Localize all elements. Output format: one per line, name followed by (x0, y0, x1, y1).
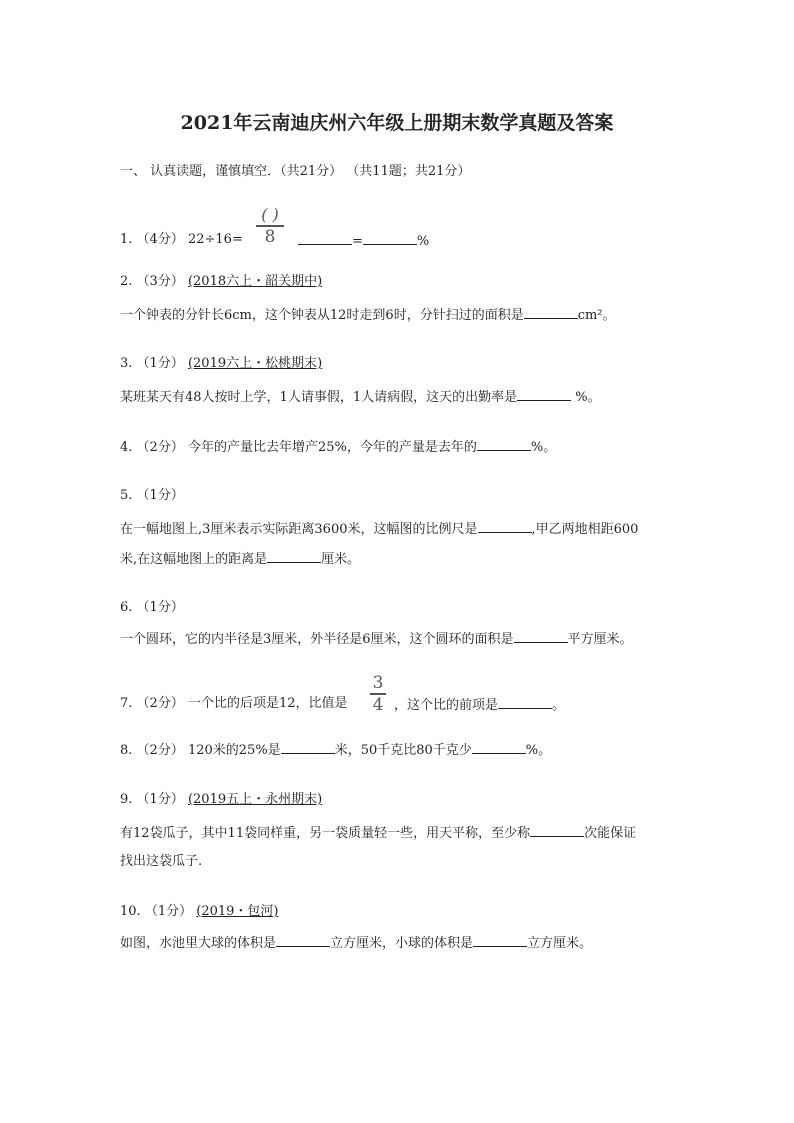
fraction-numerator: ( ) (261, 205, 279, 224)
question-number: 10. (120, 904, 141, 919)
question-text: 如图，水池里大球的体积是 (120, 936, 277, 951)
question-5-line-2 (120, 550, 360, 568)
question-score: （1分） (136, 792, 184, 807)
unit-text: cm²。 (577, 308, 616, 323)
question-source: (2018六上・韶关期中) (187, 274, 323, 289)
fraction-image (370, 674, 386, 714)
question-text: 立方厘米，小球的体积是 (330, 936, 474, 951)
question-1-blanks (298, 232, 429, 250)
unit-text: 平方厘米。 (567, 632, 633, 647)
question-number: 6. (120, 600, 133, 615)
answer-blank[interactable] (363, 232, 417, 245)
answer-blank[interactable] (281, 741, 335, 754)
question-number: 3. (120, 356, 133, 371)
question-number: 8. (120, 743, 133, 758)
question-text: 22÷16= (187, 232, 243, 247)
question-text: 米,在这幅地图上的距离是 (120, 552, 268, 567)
question-text: 次能保证 (584, 826, 637, 841)
question-3-body (120, 388, 601, 406)
question-text: 在一幅地图上,3厘米表示实际距离3600米，这幅图的比例尺是 (120, 522, 478, 537)
unit-text: %。 (525, 743, 552, 758)
question-text: 120米的25%是 (187, 743, 281, 758)
question-1 (120, 232, 243, 248)
question-number: 5. (120, 488, 133, 503)
question-8 (120, 741, 551, 759)
question-7 (120, 696, 348, 712)
answer-blank[interactable] (498, 696, 552, 709)
question-number: 1. (120, 232, 133, 247)
question-text: 今年的产量比去年增产25%，今年的产量是去年的 (187, 440, 477, 455)
fraction-numerator: 3 (372, 673, 384, 693)
question-5-line-1 (120, 520, 638, 538)
unit-text: %。 (575, 390, 601, 405)
question-score: （4分） (136, 232, 184, 247)
page-title: 2021年云南迪庆州六年级上册期末数学真题及答案 (180, 112, 614, 134)
question-number: 9. (120, 792, 133, 807)
answer-blank[interactable] (517, 388, 571, 401)
question-source: (2019六上・松桃期末) (187, 356, 323, 371)
unit-text: 立方厘米。 (527, 936, 593, 951)
question-text: 某班某天有48人按时上学，1人请事假，1人请病假，这天的出勤率是 (120, 390, 518, 405)
question-4 (120, 438, 556, 456)
question-source: (2019五上・永州期末) (187, 792, 323, 807)
answer-blank[interactable] (478, 520, 532, 533)
question-score: （1分） (136, 356, 184, 371)
question-score: （2分） (136, 696, 184, 711)
answer-blank[interactable] (276, 934, 330, 947)
answer-blank[interactable] (524, 306, 578, 319)
question-score: （2分） (136, 440, 184, 455)
question-9-line-2 (120, 854, 202, 870)
answer-blank[interactable] (477, 438, 531, 451)
question-2-body (120, 306, 616, 324)
question-text: ，这个比的前项是 (394, 698, 499, 713)
question-text: 米，50千克比80千克少 (334, 743, 472, 758)
fraction-image (256, 206, 284, 246)
question-score: （1分） (136, 600, 184, 615)
question-10-header (120, 904, 278, 920)
equals-sign: = (352, 234, 363, 249)
question-text: 一个圆环，它的内半径是3厘米，外半径是6厘米，这个圆环的面积是 (120, 632, 514, 647)
answer-blank[interactable] (267, 550, 321, 563)
question-9-header (120, 792, 322, 808)
section-heading: 一、 认真读题，谨慎填空．（共21分） （共11题；共21分） (120, 164, 471, 179)
question-text: 一个比的后项是12，比值是 (187, 696, 348, 711)
question-source: (2019・包河) (196, 904, 279, 919)
unit-text: 。 (552, 698, 566, 713)
question-3-header (120, 356, 322, 372)
answer-blank[interactable] (514, 630, 568, 643)
question-9-line-1 (120, 824, 636, 842)
question-10-body (120, 934, 592, 952)
percent-sign: % (416, 234, 430, 249)
question-text: 一个钟表的分针长6cm，这个钟表从12时走到6时，分针扫过的面积是 (120, 308, 524, 323)
question-number: 4. (120, 440, 133, 455)
question-number: 2. (120, 274, 133, 289)
question-text: 找出这袋瓜子. (120, 854, 203, 869)
fraction-denominator: 8 (264, 227, 276, 247)
question-2-header (120, 274, 322, 290)
answer-blank[interactable] (473, 934, 527, 947)
unit-text: 厘米。 (321, 552, 361, 567)
question-6-body (120, 630, 633, 648)
question-6-header (120, 600, 184, 616)
question-7-tail (394, 696, 565, 714)
question-5-header (120, 488, 184, 504)
answer-blank[interactable] (472, 741, 526, 754)
answer-blank[interactable] (530, 824, 584, 837)
fraction-denominator: 4 (372, 695, 384, 715)
question-text: 有12袋瓜子，其中11袋同样重，另一袋质量轻一些，用天平称，至少称 (120, 826, 531, 841)
question-score: （3分） (136, 274, 184, 289)
question-number: 7. (120, 696, 133, 711)
question-text: ,甲乙两地相距600 (531, 522, 639, 537)
unit-text: %。 (530, 440, 557, 455)
question-score: （1分） (144, 904, 193, 919)
question-score: （2分） (136, 743, 184, 758)
answer-blank[interactable] (298, 232, 352, 245)
question-score: （1分） (136, 488, 184, 503)
